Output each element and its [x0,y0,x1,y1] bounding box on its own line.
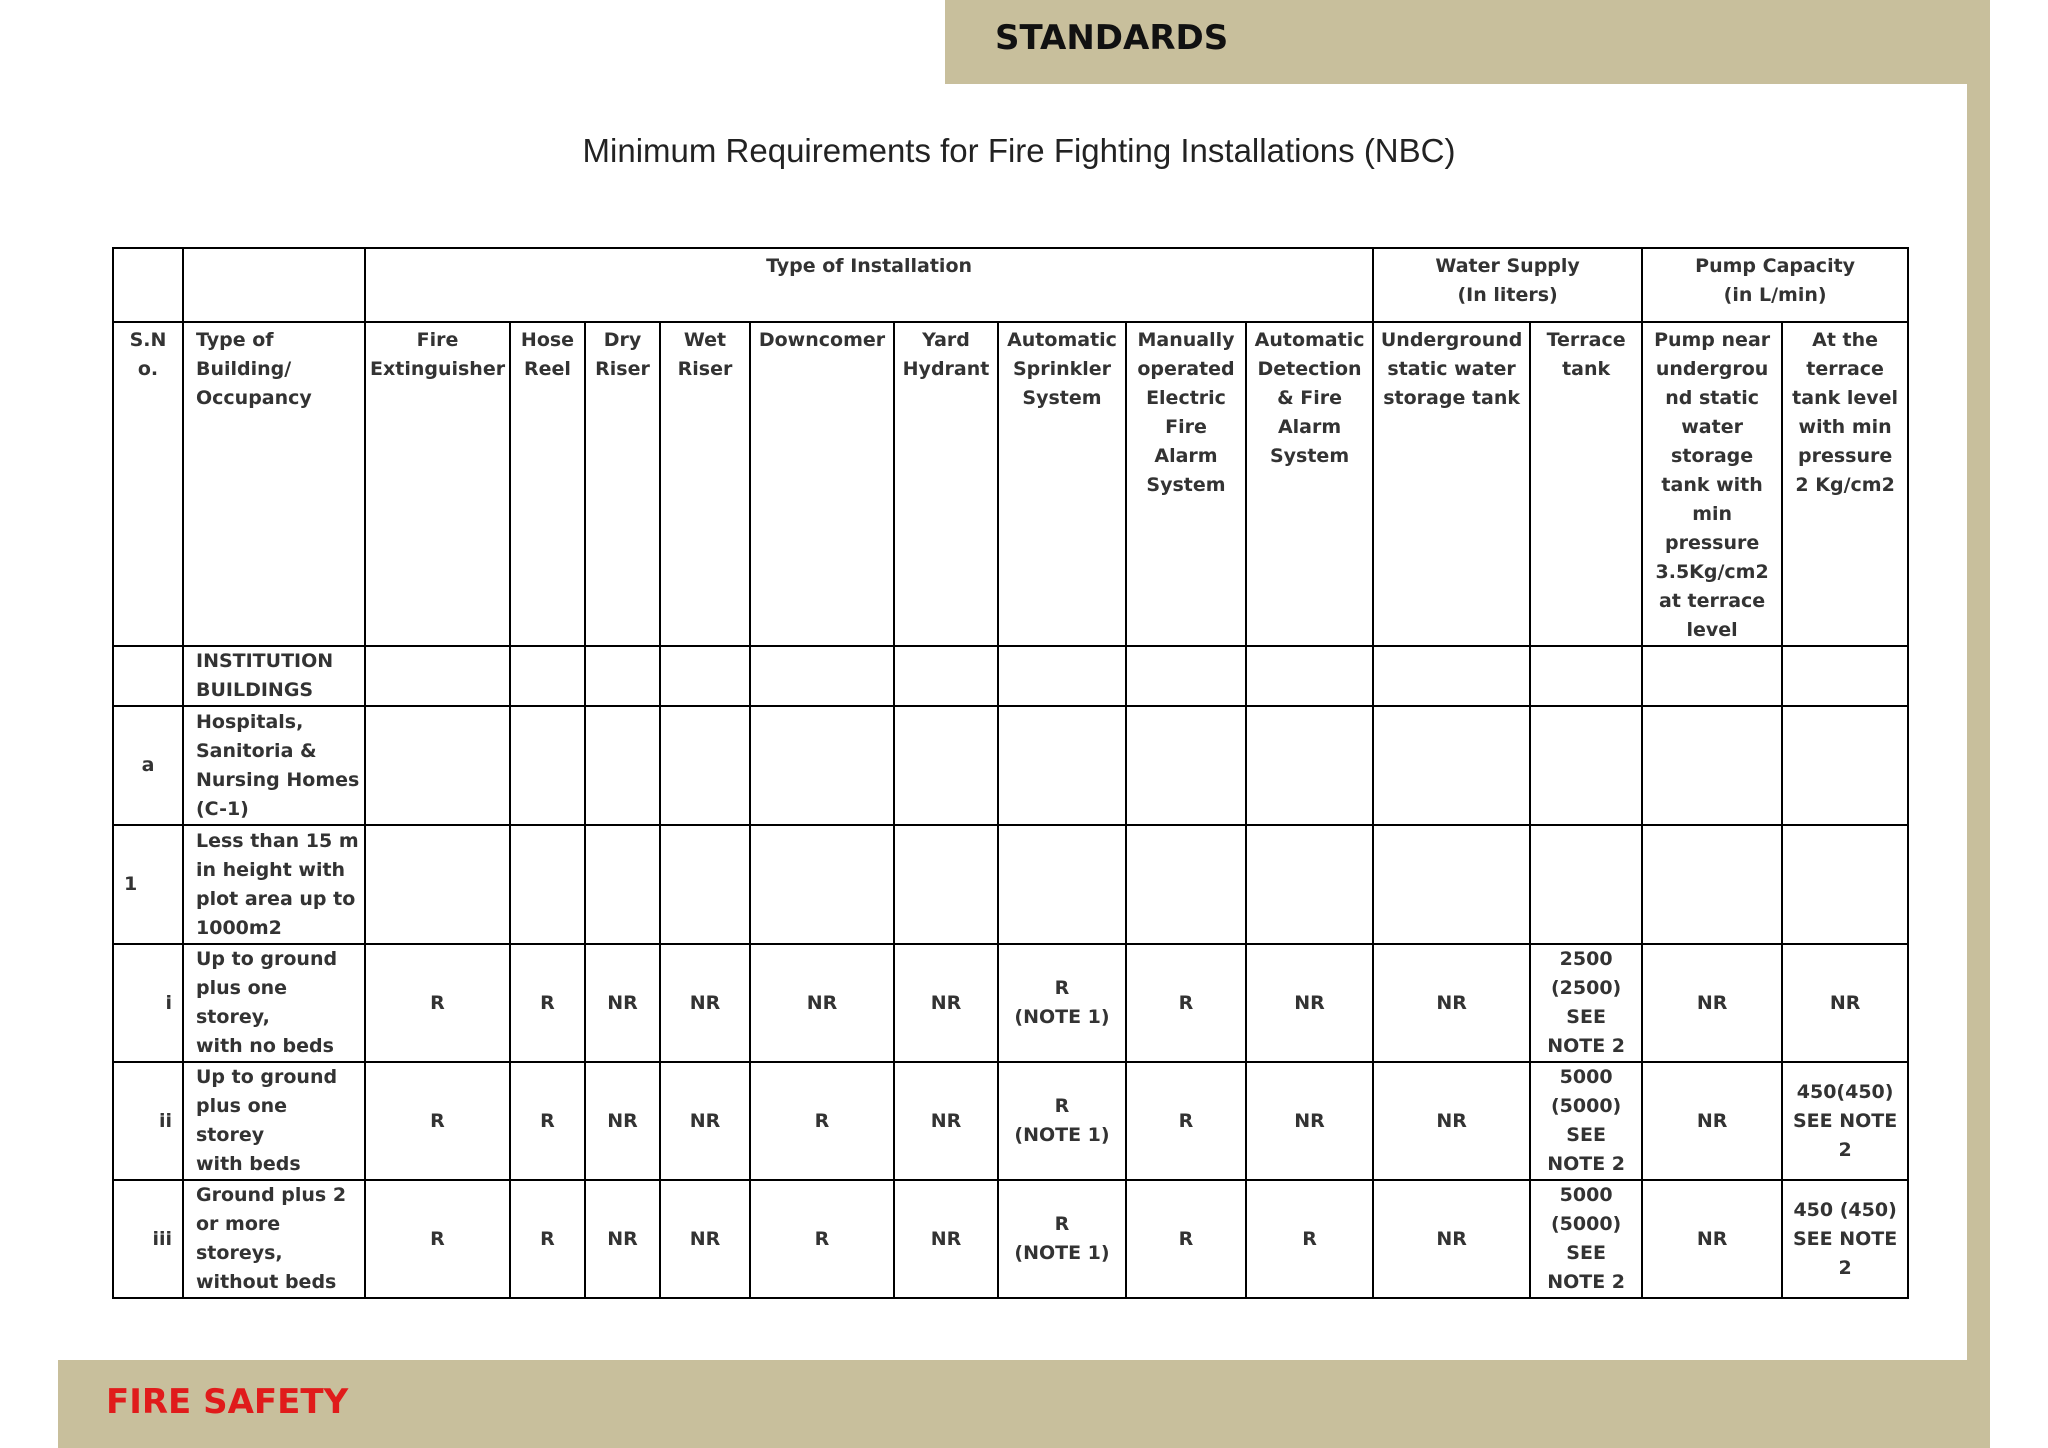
cell-fire-extinguisher: R [365,944,510,1062]
column-header-dry-riser: Dry Riser [585,322,660,646]
cell-dry-riser: NR [585,944,660,1062]
section-sno: 1 [113,825,183,944]
cell-pump-underground: NR [1642,1180,1782,1298]
cell-pump-underground: NR [1642,944,1782,1062]
section-label-fire-safety: FIRE SAFETY [106,1382,349,1422]
table-row [113,944,1908,1062]
section-label-institution: INSTITUTION BUILDINGS [183,646,365,706]
cell-downcomer: NR [750,944,894,1062]
top-header-band [945,0,1990,84]
row-sno: ii [113,1062,183,1180]
cell-yard-hydrant: NR [894,1062,998,1180]
cell-terrace-tank: 5000 (5000) SEE NOTE 2 [1530,1180,1642,1298]
cell-underground-tank: NR [1373,1062,1530,1180]
cell-yard-hydrant: NR [894,1180,998,1298]
row-occupancy: Up to ground plus one storey with beds [183,1062,365,1180]
group-header-row [113,248,1908,322]
cell-wet-riser: NR [660,944,750,1062]
column-header-hose-reel: Hose Reel [510,322,585,646]
cell-pump-terrace: 450 (450) SEE NOTE 2 [1782,1180,1908,1298]
cell-hose-reel: R [510,1180,585,1298]
group-header-installation: Type of Installation [365,248,1373,322]
cell-dry-riser: NR [585,1062,660,1180]
cell-sprinkler: R (NOTE 1) [998,1062,1126,1180]
column-header-pump-underground: Pump near undergrou nd static water storage tank with min pressure 3.5Kg/cm2 at terrace level [1642,322,1782,646]
cell-wet-riser: NR [660,1180,750,1298]
section-label-height: Less than 15 m in height with plot area up to 1000m2 [183,825,365,944]
cell-fire-extinguisher: R [365,1062,510,1180]
column-header-terrace-tank: Terrace tank [1530,322,1642,646]
group-header-water-supply: Water Supply (In liters) [1373,248,1642,322]
column-header-downcomer: Downcomer [750,322,894,646]
table-row [113,1180,1908,1298]
cell-underground-tank: NR [1373,944,1530,1062]
cell-downcomer: R [750,1062,894,1180]
column-header-occupancy: Type of Building/ Occupancy [183,322,365,646]
section-sno: a [113,706,183,825]
cell-dry-riser: NR [585,1180,660,1298]
cell-hose-reel: R [510,944,585,1062]
bottom-footer-band [58,1360,1990,1448]
row-occupancy: Up to ground plus one storey, with no beds [183,944,365,1062]
column-header-yard-hydrant: Yard Hydrant [894,322,998,646]
cell-pump-terrace: NR [1782,944,1908,1062]
cell-manual-alarm: R [1126,1062,1246,1180]
fire-fighting-requirements-table [112,247,1909,1299]
column-header-pump-terrace: At the terrace tank level with min pressure 2 Kg/cm2 [1782,322,1908,646]
cell-pump-underground: NR [1642,1062,1782,1180]
column-header-underground-tank: Underground static water storage tank [1373,322,1530,646]
cell-hose-reel: R [510,1062,585,1180]
cell-manual-alarm: R [1126,944,1246,1062]
cell-fire-extinguisher: R [365,1180,510,1298]
cell-downcomer: R [750,1180,894,1298]
column-header-auto-detection: Automatic Detection & Fire Alarm System [1246,322,1373,646]
cell-yard-hydrant: NR [894,944,998,1062]
table-row [113,1062,1908,1180]
right-edge-band [1967,0,1990,1448]
group-header-pump-capacity: Pump Capacity (in L/min) [1642,248,1908,322]
section-row [113,706,1908,825]
cell-terrace-tank: 2500 (2500) SEE NOTE 2 [1530,944,1642,1062]
cell-auto-detection: NR [1246,944,1373,1062]
section-label-standards: STANDARDS [995,18,1229,58]
column-header-sno: S.N o. [113,322,183,646]
row-sno: iii [113,1180,183,1298]
cell-wet-riser: NR [660,1062,750,1180]
column-header-manual-alarm: Manually operated Electric Fire Alarm System [1126,322,1246,646]
section-row [113,825,1908,944]
section-sno [113,646,183,706]
row-occupancy: Ground plus 2 or more storeys, without beds [183,1180,365,1298]
cell-auto-detection: NR [1246,1062,1373,1180]
document-title: Minimum Requirements for Fire Fighting Installations (NBC) [582,132,1456,169]
cell-auto-detection: R [1246,1180,1373,1298]
section-label-hospitals: Hospitals, Sanitoria & Nursing Homes (C-1) [183,706,365,825]
cell-terrace-tank: 5000 (5000) SEE NOTE 2 [1530,1062,1642,1180]
section-row [113,646,1908,706]
column-header-fire-extinguisher: Fire Extinguisher [365,322,510,646]
column-header-wet-riser: Wet Riser [660,322,750,646]
empty-header-cell [113,248,183,322]
cell-sprinkler: R (NOTE 1) [998,944,1126,1062]
column-header-row [113,322,1908,646]
cell-sprinkler: R (NOTE 1) [998,1180,1126,1298]
cell-underground-tank: NR [1373,1180,1530,1298]
row-sno: i [113,944,183,1062]
cell-manual-alarm: R [1126,1180,1246,1298]
cell-pump-terrace: 450(450) SEE NOTE 2 [1782,1062,1908,1180]
empty-header-cell [183,248,365,322]
column-header-sprinkler: Automatic Sprinkler System [998,322,1126,646]
